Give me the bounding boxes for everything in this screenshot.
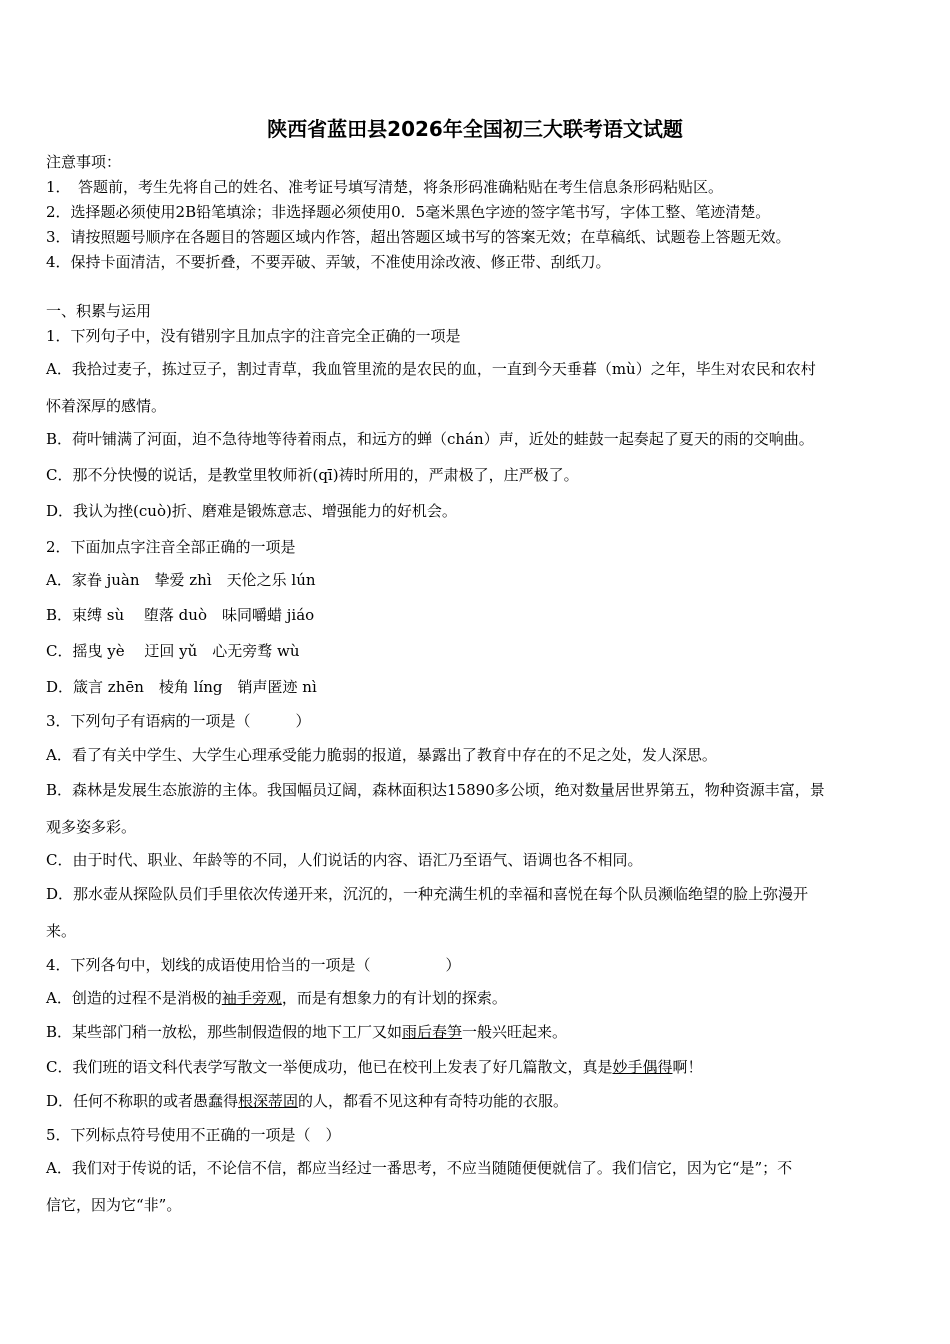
option-text: B．某些部门稍一放松，那些制假造假的地下工厂又如 <box>46 1023 403 1041</box>
option-a <box>46 988 507 1008</box>
underlined-idiom: 袖手旁观 <box>221 989 282 1007</box>
option-a: A．家眷 juàn 挚爱 zhì 天伦之乐 lún <box>46 571 316 589</box>
notice-item: 1． 答题前，考生先将自己的姓名、准考证号填写清楚，将条形码准确粘贴在考生信息条形码粘贴区。 <box>46 178 724 196</box>
option-text: A．创造的过程不是消极的 <box>46 989 222 1007</box>
option-text: 啊！ <box>672 1058 703 1076</box>
option-b <box>46 1022 567 1042</box>
option-c: C．那不分快慢的说话，是教堂里牧师祈(qī)祷时所用的，严肃极了，庄严极了。 <box>46 466 579 484</box>
option-text: ，而是有想象力的有计划的探索。 <box>281 989 507 1007</box>
option-a-cont: 怀着深厚的感情。 <box>46 397 167 415</box>
question-stem: 1．下列句子中，没有错别字且加点字的注音完全正确的一项是 <box>46 327 461 345</box>
option-d: D．箴言 zhēn 棱角 líng 销声匿迹 nì <box>46 678 317 696</box>
option-c <box>46 1057 703 1077</box>
option-a: A．我们对于传说的话，不论信不信，都应当经过一番思考，不应当随随便便就信了。我们信它，因为它“是”；不 <box>46 1159 793 1177</box>
option-c: C．摇曳 yè 迂回 yǔ 心无旁骛 wù <box>46 642 300 660</box>
page-title: 陕西省蓝田县2026年全国初三大联考语文试题 <box>267 117 683 141</box>
option-a: A．我拾过麦子，拣过豆子，割过青草，我血管里流的是农民的血，一直到今天垂暮（mù）之年，毕生对农民和农村 <box>46 360 816 378</box>
option-b: B．束缚 sù 堕落 duò 味同嚼蜡 jiáo <box>46 606 315 624</box>
option-a: A．看了有关中学生、大学生心理承受能力脆弱的报道，暴露出了教育中存在的不足之处，发人深思。 <box>46 746 717 764</box>
option-c: C．由于时代、职业、年龄等的不同，人们说话的内容、语汇乃至语气、语调也各不相同。 <box>46 851 643 869</box>
option-b-cont: 观多姿多彩。 <box>46 818 137 836</box>
option-text: 的人，都看不见这种有奇特功能的衣服。 <box>298 1092 569 1110</box>
underlined-idiom: 雨后春笋 <box>402 1023 463 1041</box>
option-d: D．那水壶从探险队员们手里依次传递开来，沉沉的，一种充满生机的幸福和喜悦在每个队员濒临绝望的脸上弥漫开 <box>46 885 809 903</box>
question-stem: 4．下列各句中，划线的成语使用恰当的一项是（ ） <box>46 956 461 974</box>
notice-item: 4．保持卡面清洁，不要折叠，不要弄破、弄皱，不准使用涂改液、修正带、刮纸刀。 <box>46 253 611 271</box>
underlined-idiom: 根深蒂固 <box>238 1092 299 1110</box>
option-text: D．任何不称职的或者愚蠢得 <box>46 1092 239 1110</box>
question-stem: 3．下列句子有语病的一项是（ ） <box>46 712 311 730</box>
option-b: B．森林是发展生态旅游的主体。我国幅员辽阔，森林面积达15890多公顷，绝对数量居世界第五，物种资源丰富，景 <box>46 781 825 799</box>
question-stem: 5．下列标点符号使用不正确的一项是（ ） <box>46 1126 341 1144</box>
question-stem: 2．下面加点字注音全部正确的一项是 <box>46 538 296 556</box>
underlined-idiom: 妙手偶得 <box>612 1058 673 1076</box>
notice-heading: 注意事项： <box>46 153 122 171</box>
option-d-cont: 来。 <box>46 922 77 940</box>
section-heading: 一、积累与运用 <box>46 302 152 320</box>
option-text: 一般兴旺起来。 <box>462 1023 568 1041</box>
option-b: B．荷叶铺满了河面，迫不急待地等待着雨点，和远方的蝉（chán）声，近处的蛙鼓一起奏起了夏天的雨的交响曲。 <box>46 430 814 448</box>
notice-item: 3．请按照题号顺序在各题目的答题区域内作答，超出答题区域书写的答案无效；在草稿纸、试题卷上答题无效。 <box>46 228 791 246</box>
option-text: C．我们班的语文科代表学写散文一举便成功，他已在校刊上发表了好几篇散文，真是 <box>46 1058 613 1076</box>
option-a-cont: 信它，因为它“非”。 <box>46 1196 182 1214</box>
option-d: D．我认为挫(cuò)折、磨难是锻炼意志、增强能力的好机会。 <box>46 502 457 520</box>
notice-item: 2．选择题必须使用2B铅笔填涂；非选择题必须使用0．5毫米黑色字迹的签字笔书写，字体工整、笔迹清楚。 <box>46 203 771 221</box>
option-d <box>46 1091 568 1111</box>
